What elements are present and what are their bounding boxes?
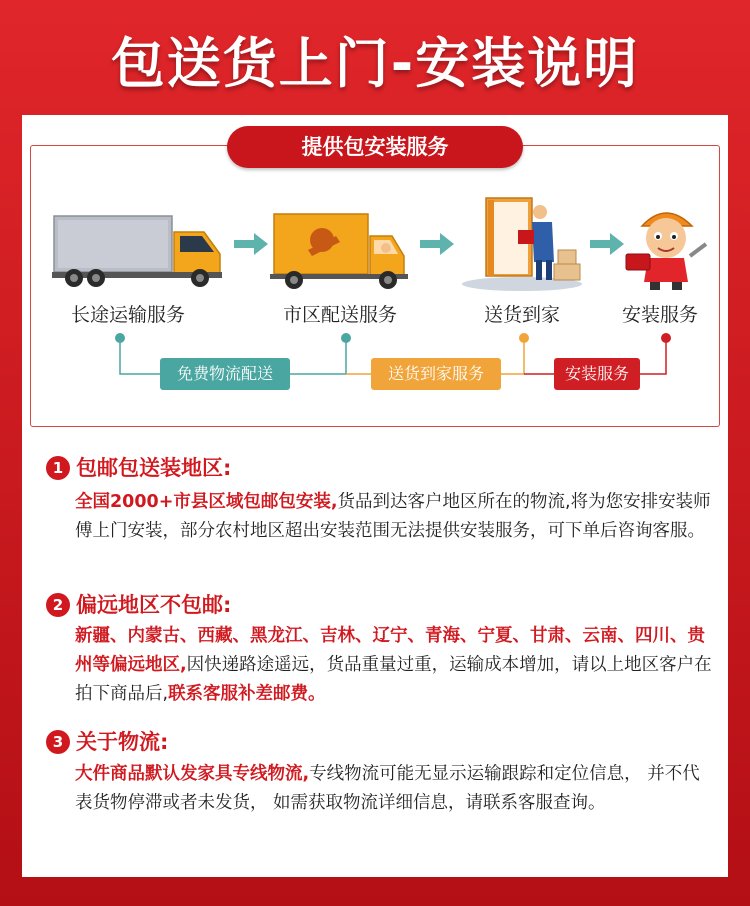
section-number-badge: 3 [46,730,70,754]
section-number-badge: 1 [46,456,70,480]
tag-installation: 安装服务 [554,358,640,390]
section-number-badge: 2 [46,593,70,617]
section-text: 专线物流可能无显示运输跟踪和定位信息， 并不代表货物停滞或者未发货， 如需获取物流详细信息，请联系客服查询。 [75,764,700,813]
section-highlight: 大件商品默认发家具专线物流, [75,764,310,784]
page-title: 包送货上门-安装说明 [110,32,640,95]
tag-home-delivery: 送货到家服务 [371,358,501,390]
section-highlight-2: 联系客服补差邮费。 [168,684,326,704]
step-label-city-delivery: 市区配送服务 [282,304,397,326]
section-heading-text: 关于物流: [76,730,169,754]
section-3-body [75,760,715,818]
section-3-heading [46,727,168,757]
step-label-home-delivery: 送货到家 [483,304,560,326]
section-highlight: 全国2000+市县区域包邮包安装, [75,492,338,512]
section-text: 货品到达客户地区所在的物流,将为您安排安装师傅上门安装，部分农村地区超出安装范围无法提供安装服务，可下单后咨询客服。 [75,492,711,541]
section-2-body [75,622,715,709]
tag-free-shipping: 免费物流配送 [160,358,290,390]
section-text: 因快递路途遥远，货品重量过重，运输成本增加，请以上地区客户在拍下商品后, [75,655,712,704]
flow-connector [0,0,750,420]
section-1-heading [46,453,231,483]
step-label-long-haul: 长途运输服务 [70,304,185,326]
section-highlight: 新疆、内蒙古、西藏、黑龙江、吉林、辽宁、青海、宁夏、甘肃、云南、四川、贵州等偏远地区, [75,626,705,675]
service-pill: 提供包安装服务 [227,126,523,168]
section-heading-text: 偏远地区不包邮: [76,593,232,617]
section-heading-text: 包邮包送装地区: [76,456,232,480]
section-2-heading [46,590,231,620]
step-label-installation: 安装服务 [621,304,698,326]
section-1-body [75,488,715,546]
